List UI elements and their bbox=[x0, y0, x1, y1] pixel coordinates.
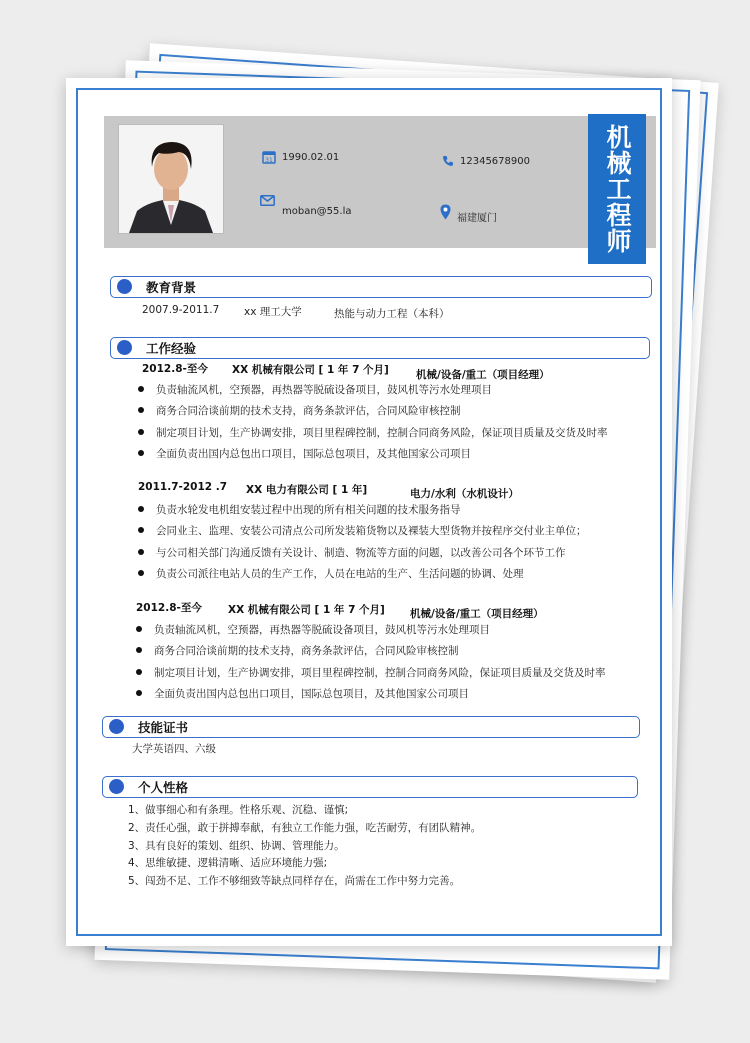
section-title: 工作经验 bbox=[146, 341, 197, 356]
list-item: 负责轴流风机，空预器，再热器等脱硫设备项目，鼓风机等污水处理项目 bbox=[154, 624, 490, 636]
birthday-text: 1990.02.01 bbox=[282, 151, 340, 163]
phone-text: 12345678900 bbox=[460, 155, 530, 167]
location-info bbox=[440, 199, 497, 224]
list-item: 负责轴流风机，空预器，再热器等脱硫设备项目，鼓风机等污水处理项目 bbox=[156, 384, 492, 396]
section-bullet-icon bbox=[117, 279, 132, 294]
list-item: 商务合同洽谈前期的技术支持，商务条款评估，合同风险审核控制 bbox=[156, 405, 461, 417]
section-personality bbox=[102, 776, 638, 798]
birthday-info bbox=[262, 150, 339, 164]
list-item: 负责水轮发电机组安装过程中出现的所有相关问题的技术服务指导 bbox=[156, 504, 461, 516]
section-bullet-icon bbox=[117, 340, 132, 355]
job-title: 机械工程师 bbox=[588, 114, 646, 264]
job-role: 机械/设备/重工（项目经理） bbox=[416, 369, 550, 381]
job-company: XX 机械有限公司 [ 1 年 7 个月] bbox=[232, 364, 389, 376]
mail-icon bbox=[260, 195, 275, 206]
edu-school: xx 理工大学 bbox=[244, 306, 302, 318]
section-title: 技能证书 bbox=[138, 720, 189, 735]
job-company: XX 机械有限公司 [ 1 年 7 个月] bbox=[228, 604, 385, 616]
job-role: 电力/水利（水机设计） bbox=[410, 488, 519, 500]
section-bullet-icon bbox=[109, 779, 124, 794]
list-item: 制定项目计划，生产协调安排，项目里程碑控制，控制合同商务风险，保证项目质量及交货及时率 bbox=[156, 427, 608, 439]
section-title: 教育背景 bbox=[146, 280, 197, 295]
section-bullet-icon bbox=[109, 719, 124, 734]
job-period: 2011.7-2012 .7 bbox=[138, 481, 228, 493]
phone-icon bbox=[442, 155, 454, 167]
job-period: 2012.8-至今 bbox=[136, 602, 202, 614]
location-pin-icon bbox=[440, 204, 451, 220]
edu-period: 2007.9-2011.7 bbox=[142, 304, 220, 316]
list-item: 1、做事细心和有条理。性格乐观、沉稳、谨慎; bbox=[128, 804, 349, 816]
list-item: 制定项目计划，生产协调安排，项目里程碑控制，控制合同商务风险，保证项目质量及交货及时率 bbox=[154, 667, 606, 679]
list-item: 5、闯劲不足、工作不够细致等缺点同样存在，尚需在工作中努力完善。 bbox=[128, 875, 461, 887]
section-education bbox=[110, 276, 652, 298]
section-title: 个人性格 bbox=[138, 780, 189, 795]
list-item: 4、思维敏捷、逻辑清晰、适应环境能力强; bbox=[128, 857, 328, 869]
email-info bbox=[260, 195, 275, 206]
svg-text:31: 31 bbox=[265, 157, 273, 164]
list-item: 与公司相关部门沟通反馈有关设计、制造、物流等方面的问题，以改善公司各个环节工作 bbox=[156, 547, 566, 559]
section-work bbox=[110, 337, 650, 359]
job-company: XX 电力有限公司 [ 1 年] bbox=[246, 484, 368, 496]
list-item: 负责公司派往电站人员的生产工作，人员在电站的生产、生活问题的协调、处理 bbox=[156, 568, 524, 580]
edu-major: 热能与动力工程（本科） bbox=[334, 308, 450, 320]
avatar bbox=[118, 124, 224, 234]
location-text: 福建厦门 bbox=[457, 213, 497, 224]
job-role: 机械/设备/重工（项目经理） bbox=[410, 608, 544, 620]
list-item: 全面负责出国内总包出口项目，国际总包项目，及其他国家公司项目 bbox=[154, 688, 469, 700]
email-text-wrap bbox=[282, 206, 351, 217]
email-text: moban@55.la bbox=[282, 206, 352, 217]
job-period: 2012.8-至今 bbox=[142, 363, 208, 375]
section-skills bbox=[102, 716, 640, 738]
resume-page bbox=[66, 78, 672, 946]
list-item: 3、具有良好的策划、组织、协调、管理能力。 bbox=[128, 840, 345, 852]
skills-text: 大学英语四、六级 bbox=[132, 743, 216, 755]
list-item: 全面负责出国内总包出口项目，国际总包项目，及其他国家公司项目 bbox=[156, 448, 471, 460]
list-item: 商务合同洽谈前期的技术支持，商务条款评估，合同风险审核控制 bbox=[154, 645, 459, 657]
calendar-icon bbox=[262, 150, 276, 164]
list-item: 2、责任心强，敢于拼搏奉献，有独立工作能力强，吃苦耐劳，有团队精神。 bbox=[128, 822, 482, 834]
list-item: 会同业主、监理、安装公司清点公司所发装箱货物以及裸装大型货物并按程序交付业主单位； bbox=[156, 525, 587, 537]
phone-info bbox=[442, 155, 530, 167]
